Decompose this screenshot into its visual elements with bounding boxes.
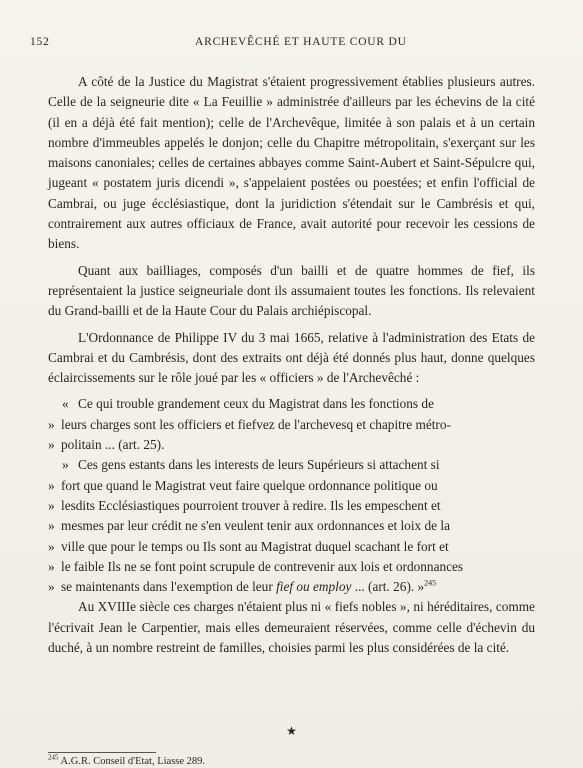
running-head: ARCHEVÊCHÉ ET HAUTE COUR DU: [195, 36, 407, 48]
quote-mark: »: [48, 477, 55, 493]
italic-term: fief ou employ: [276, 579, 352, 595]
section-separator-star: ★: [286, 724, 297, 738]
quote-mark: »: [48, 558, 55, 574]
quote-line: [48, 557, 535, 577]
quote-mark: »: [62, 457, 69, 473]
footnote: [48, 753, 206, 767]
quote-line-text: Ce qui trouble grandement ceux du Magistrat dans les fonctions de: [78, 396, 434, 412]
quote-line-text: lesdits Ecclésiastiques pourroient trouver à redire. Ils les empeschent et: [61, 497, 441, 513]
quote-article-26: [48, 455, 535, 597]
page-number: 152: [30, 36, 50, 48]
quote-line-text: se maintenants dans l'exemption de leur: [61, 579, 273, 595]
quote-line: [48, 537, 535, 557]
quote-line: [48, 577, 535, 597]
quote-line-text: fort que quand le Magistrat veut faire quelque ordonnance politique ou: [61, 477, 438, 493]
quote-line-text: leurs charges sont les officiers et fiefvez de l'archevesq et chapitre métro-: [61, 416, 451, 432]
footnote-text: A.G.R. Conseil d'Etat, Liasse 289.: [60, 756, 206, 767]
quote-line: [48, 394, 535, 414]
quote-line-text: politain ... (art. 25).: [61, 437, 165, 453]
footnote-number: 245: [48, 753, 59, 762]
quote-mark: »: [48, 538, 55, 554]
quote-ending: ... (art. 26). »: [354, 579, 425, 595]
page-body: [48, 72, 535, 664]
quote-mark: »: [48, 579, 55, 595]
quote-line-text: le faible Ils ne se font point scrupule de contrevenir aux lois et ordonnances: [61, 558, 464, 574]
quote-line: [48, 516, 535, 536]
paragraph-ordonnance: L'Ordonnance de Philippe IV du 3 mai 1665, relative à l'administration des Etats de Cambrai et du Cambrésis, dont des extraits ont déjà été donnés plus haut, donne quelques éclaircissements sur le rôle joué par les « officiers » de l'Archevêché :: [48, 329, 535, 386]
quote-line-text: Ces gens estants dans les interests de leurs Supérieurs si attachent si: [78, 457, 440, 473]
quote-mark: »: [48, 518, 55, 534]
quote-line-text: ville que pour le temps ou Ils sont au Magistrat duquel scachant le fort et: [61, 538, 449, 554]
paragraph-justices: A côté de la Justice du Magistrat s'étaient progressivement établies plusieurs autres. Celle de la seigneurie dite « La Feuillie » administrée d'ailleurs par les échevins de la cité (il en a déjà été fait mention); celle de l'Archevêque, limitée à son palais et à un certain nombre d'immeubles appelés le donjon; celle du Chapitre métropolitain, s'exerçant sur les maisons canoniales; celles de certaines abbayes comme Saint-Aubert et Saint-Sépulcre qui, jugeant « postatem juris dicendi », s'appelaient postées ou poestées; et enfin l'official de Cambrai, ou juge écclésiastique, dont la juridiction s'étendait sur le Cambrésis et qui, contrairement aux autres officiaux de France, avait autorité pour recevoir les cessions de biens.: [48, 74, 535, 252]
quote-line-text: mesmes par leur crédit ne s'en veulent tenir aux ordonnances et loix de la: [61, 518, 450, 534]
quote-article-25: [48, 394, 535, 455]
paragraph-bailliages: Quant aux bailliages, composés d'un bailli et de quatre hommes de fief, ils représentaient la justice seigneuriale dont ils assumaient toutes les fonctions. Ils relevaient du Grand-bailli et de la Haute Cour du Palais archiépiscopal.: [48, 262, 535, 319]
quote-line: [48, 496, 535, 516]
quote-line: [48, 476, 535, 496]
quote-mark: »: [48, 437, 55, 453]
footnote-reference[interactable]: 245: [424, 578, 437, 588]
quote-mark: »: [48, 497, 55, 513]
quote-mark: »: [48, 416, 55, 432]
paragraph-xviiie: Au XVIIIe siècle ces charges n'étaient plus ni « fiefs nobles », ni héréditaires, comme l'écrivait Jean le Carpentier, mais elles demeuraient réservées, comme celle d'échevin du duché, à un nombre restreint de familles, choisies parmi les plus considérées de la cité.: [48, 599, 535, 656]
quote-line: [48, 435, 535, 455]
page-header: [30, 36, 553, 52]
quote-line: [48, 415, 535, 435]
quote-line: [48, 455, 535, 475]
quote-mark: «: [62, 396, 69, 412]
footnote-rule: [48, 752, 156, 753]
